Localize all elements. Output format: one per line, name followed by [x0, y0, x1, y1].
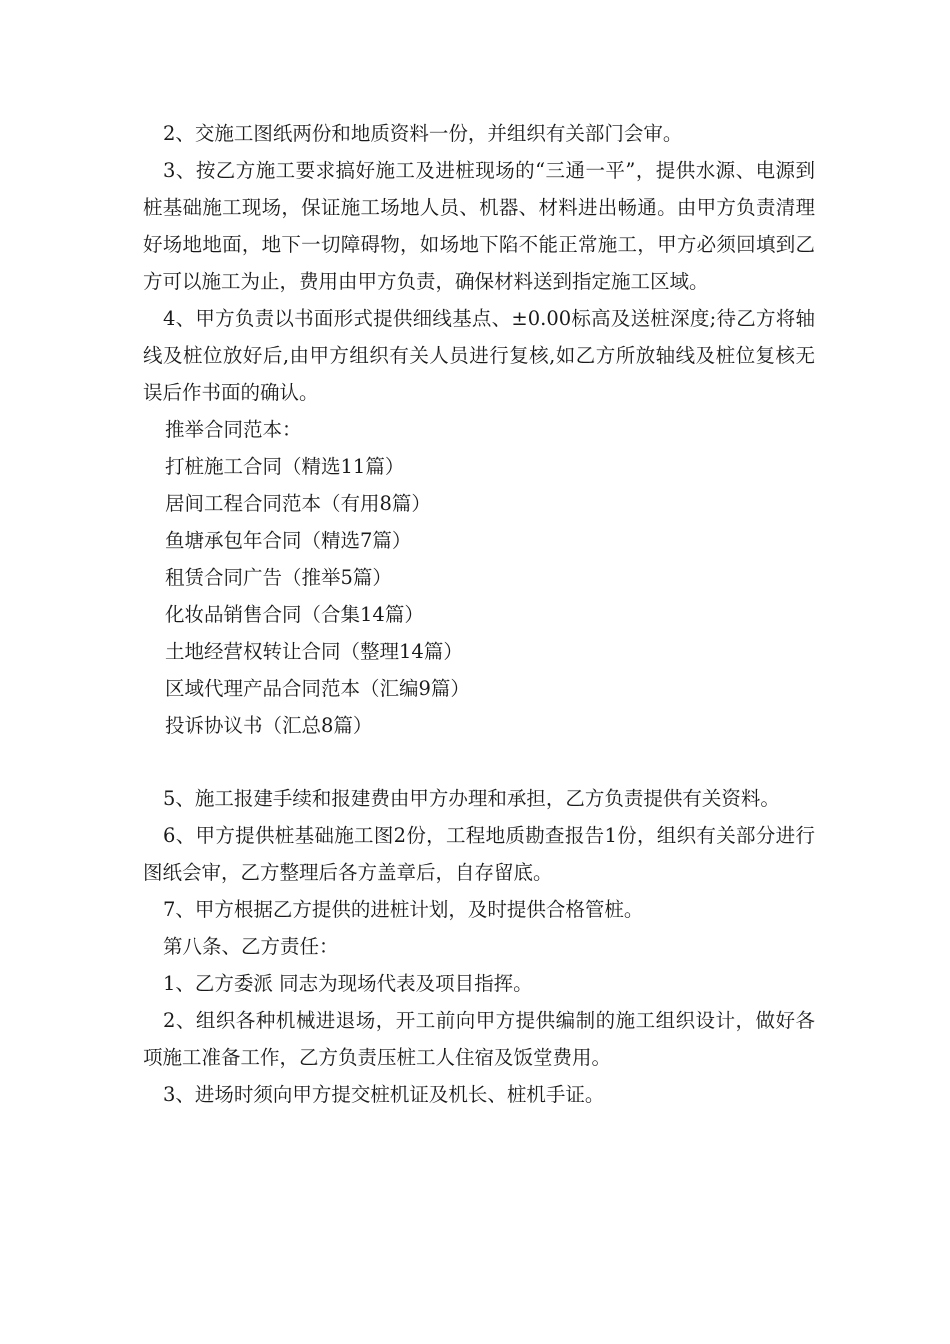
- recommend-link[interactable]: 土地经营权转让合同（整理14篇）: [165, 640, 463, 663]
- article-8-heading: 第八条、乙方责任：: [163, 935, 339, 958]
- party-b-clause-2: 2、组织各种机械进退场，开工前向甲方提供编制的施工组织设计，做好各项施工准备工作，乙方负责压桩工人住宿及饭堂费用。: [143, 1009, 815, 1069]
- recommend-link[interactable]: 区域代理产品合同范本（汇编9篇）: [165, 677, 470, 700]
- recommend-link[interactable]: 打桩施工合同（精选11篇）: [165, 455, 405, 478]
- blank-line: [143, 744, 815, 780]
- recommend-heading: 推举合同范本：: [165, 418, 302, 441]
- clause-5-paragraph: 5、施工报建手续和报建费由甲方办理和承担，乙方负责提供有关资料。: [163, 787, 780, 810]
- clause-6-paragraph: 6、甲方提供桩基础施工图2份，工程地质勘查报告1份，组织有关部分进行图纸会审，乙方整理后各方盖章后，自存留底。: [143, 824, 815, 884]
- clause-3-paragraph: 3、按乙方施工要求搞好施工及进桩现场的“三通一平”，提供水源、电源到桩基础施工现场，保证施工场地人员、机器、材料进出畅通。由甲方负责清理好场地地面，地下一切障碍物，如场地下陷不能正常施工，甲方必须回填到乙方可以施工为止，费用由甲方负责，确保材料送到指定施工区域。: [143, 159, 815, 293]
- recommend-link[interactable]: 化妆品销售合同（合集14篇）: [165, 603, 424, 626]
- document-body: [143, 115, 815, 1113]
- clause-2-paragraph: 2、交施工图纸两份和地质资料一份，并组织有关部门会审。: [163, 122, 683, 145]
- party-b-clause-1: 1、乙方委派 同志为现场代表及项目指挥。: [163, 972, 533, 995]
- recommend-link[interactable]: 租赁合同广告（推举5篇）: [165, 566, 392, 589]
- recommend-section: [143, 411, 815, 744]
- party-b-clause-3: 3、进场时须向甲方提交桩机证及机长、桩机手证。: [163, 1083, 605, 1106]
- recommend-link[interactable]: 鱼塘承包年合同（精选7篇）: [165, 529, 412, 552]
- recommend-link[interactable]: 居间工程合同范本（有用8篇）: [165, 492, 431, 515]
- clause-4-paragraph: 4、甲方负责以书面形式提供细线基点、±0.00标高及送桩深度;待乙方将轴线及桩位放好后,由甲方组织有关人员进行复核,如乙方所放轴线及桩位复核无误后作书面的确认。: [143, 307, 815, 404]
- clause-7-paragraph: 7、甲方根据乙方提供的进桩计划，及时提供合格管桩。: [163, 898, 644, 921]
- recommend-link[interactable]: 投诉协议书（汇总8篇）: [165, 714, 373, 737]
